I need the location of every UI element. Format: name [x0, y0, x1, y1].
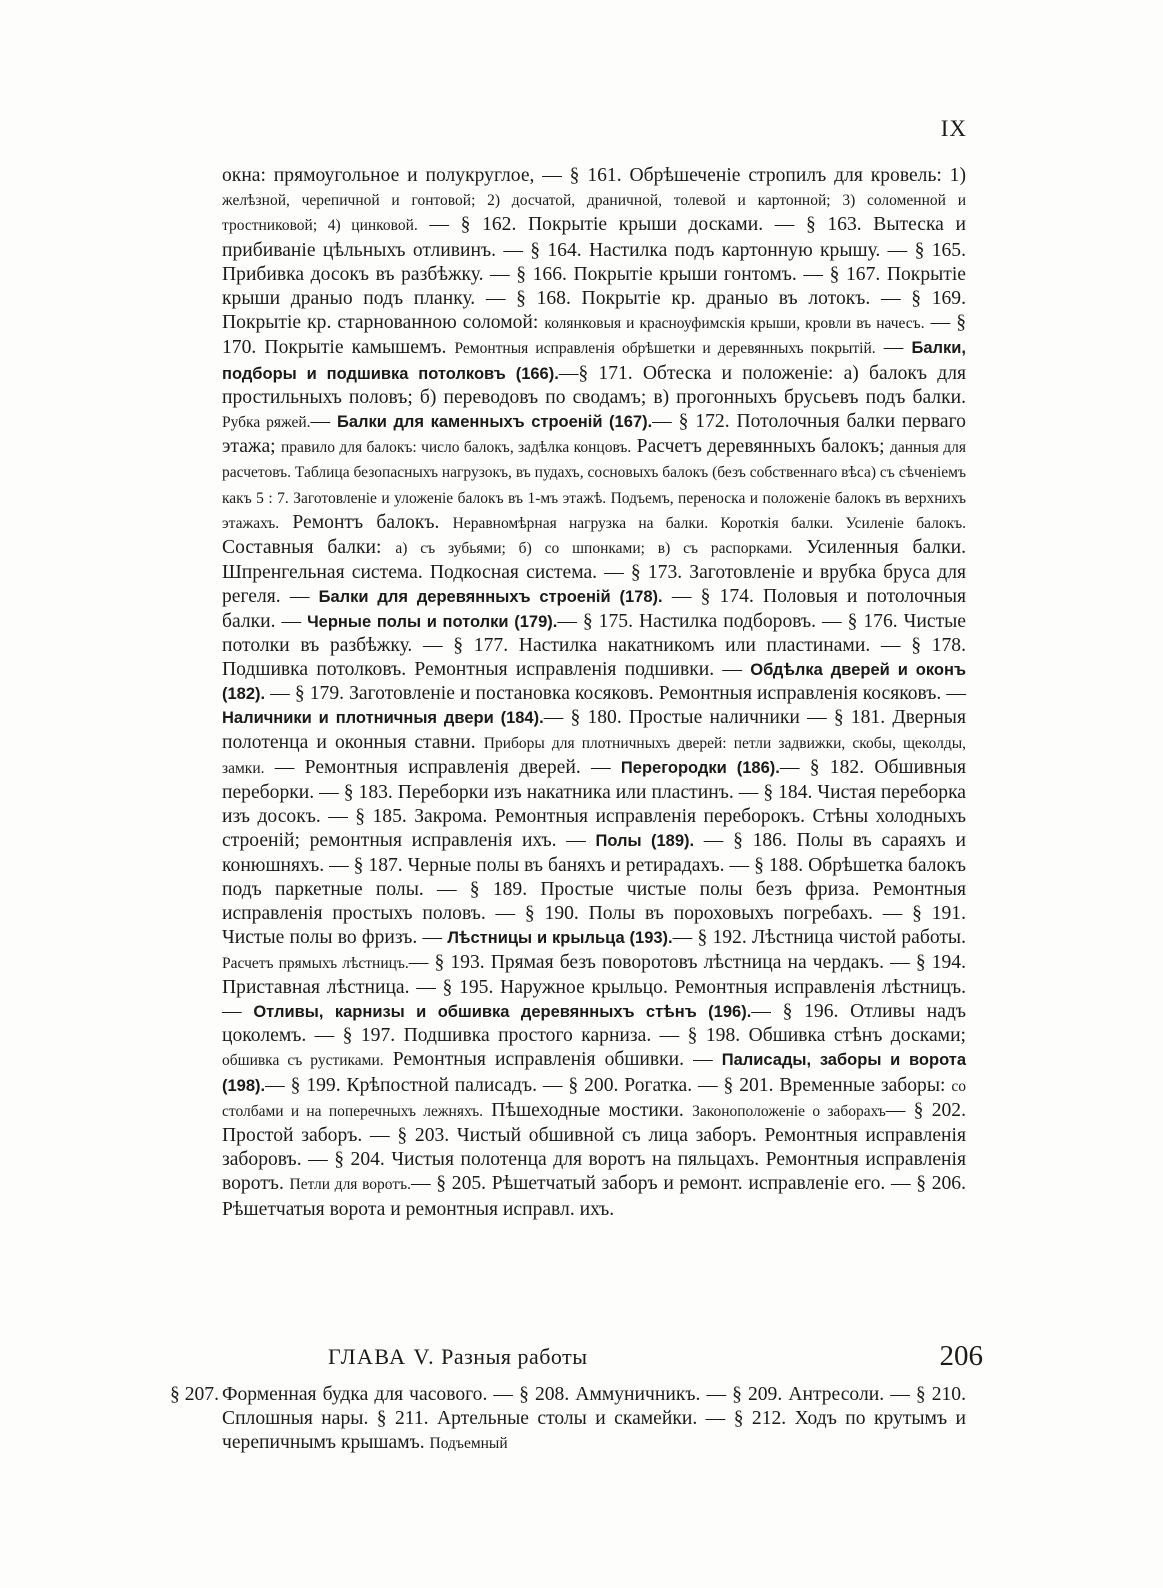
toc-section-heading: Наличники и плотничныя двери (184). — [222, 709, 544, 728]
toc-text-segment: окна: прямоугольное и полукруглое, — § 161. Обрѣшеченіе стропилъ для кровель: 1) — [222, 165, 966, 186]
toc-text-segment: Законоположеніе о заборахъ — [692, 1102, 886, 1120]
toc-section-heading: Палисады, заборы и ворота (198). — [222, 1051, 966, 1095]
chapter-label: ГЛАВА V. — [328, 1344, 436, 1369]
toc-text-segment: обшивка съ рустиками. — [222, 1052, 384, 1070]
toc-text-segment: а) съ зубьями; б) со шпонками; в) съ распорками. — [395, 540, 793, 558]
toc-text-segment: — — [310, 411, 337, 433]
toc-text-segment: данныя для расчетовъ. Таблица безопасныхъ нагрузокъ, въ пудахъ, сосновыхъ балокъ (безъ собственнаго вѣса) съ сѣченіемъ какъ 5 : 7. Заготовленіе и уложеніе балокъ въ 1-мъ этажѣ. Подъемъ, переноска и положеніе балокъ въ верхнихъ этажахъ. — [222, 439, 966, 532]
toc-text-segment: колянковыя и красноуфимскія крыши, кровли въ начесъ. — [544, 315, 925, 333]
toc-text-segment: — § 175. Настилка подборовъ. — § 176. Чистые потолки въ разбѣжку. — § 177. Настилка накатникомъ или пластинами. — § 178. Подшивка потолковъ. Ремонтныя исправленія подшивки. — — [222, 610, 966, 681]
toc-text-segment: правило для балокъ: число балокъ, задѣлка концовъ. — [280, 439, 632, 457]
chapter-contents-text — [170, 1383, 966, 1457]
toc-text-segment: — § 179. Заготовленіе и постановка косяковъ. Ремонтныя исправленія косяковъ. — — [265, 683, 966, 705]
toc-text-segment: Усиленныя балки. Шпренгельная система. Подкосная система. — § 173. Заготовленіе и врубка бруса для регеля. — — [222, 537, 966, 608]
toc-text-segment: Петли для воротъ. — [289, 1176, 412, 1194]
toc-text-segment: — — [875, 337, 912, 359]
chapter-first-section: § 207. — [170, 1384, 219, 1405]
toc-section-heading: Полы (189). — [595, 832, 695, 851]
toc-text-segment: — § 196. Отливы надъ цоколемъ. — § 197. Подшивка простого карниза. — § 198. Обшивка стѣнъ досками; — [222, 1000, 966, 1047]
toc-section-heading: Лѣстницы и крыльца (193). — [447, 929, 673, 948]
toc-text-segment: Ремонтныя исправленія обшивки. — — [383, 1049, 722, 1071]
toc-text-segment: — § 162. Покрытіе крыши досками. — § 163. Вытеска и прибиваніе цѣльныхъ отливинъ. — § 164. Настилка подъ картонную крышу. — § 165. Прибивка досокъ въ разбѣжку. — § 166. Покрытіе крыши гонтомъ. — § 167. Покрытіе крыши драныо подъ планку. — § 168. Покрытіе кр. драныо въ лотокъ. — § 169. Покрытіе кр. старнованною соломой: — [222, 214, 966, 334]
toc-text-segment: Приборы для плотничныхъ дверей: петли задвижки, скобы, щеколды, замки. — [222, 734, 966, 777]
toc-text-segment: —§ 171. Обтеска и положеніе: а) балокъ для простильныхъ половъ; б) переводовъ по сводамъ; в) прогонныхъ брусьевъ подъ балки. — [222, 362, 966, 408]
toc-text-segment: — Ремонтныя исправленія дверей. — — [264, 756, 621, 778]
toc-section-heading: Обдѣлка дверей и оконъ (182). — [222, 661, 966, 704]
toc-section-heading: Отливы, карнизы и обшивка деревянныхъ стѣнъ (196). — [253, 1002, 752, 1021]
toc-text-segment: — § 174. Половыя и потолочныя балки. — — [222, 586, 966, 632]
chapter-body-small: Подъемный — [429, 1435, 508, 1453]
toc-text-segment: Пѣшеходные мостики. — [483, 1099, 693, 1121]
toc-text-segment: — § 172. Потолочныя балки перваго этажа; — [222, 411, 966, 458]
toc-text-segment: Составныя балки: — [222, 537, 396, 559]
chapter-title: Разныя работы — [441, 1344, 588, 1369]
toc-text-segment: — § 205. Рѣшетчатый заборъ и ремонт. исправленіе его. — § 206. Рѣшетчатыя ворота и ремонтныя исправл. ихъ. — [222, 1173, 966, 1220]
toc-section-heading: Балки для каменныхъ строеній (167). — [336, 413, 653, 432]
toc-text-segment: Неравномѣрная нагрузка на балки. Короткія балки. Усиленіе балокъ. — [452, 514, 966, 532]
toc-text-segment: Ремонтныя исправленія обрѣшетки и деревянныхъ покрытій. — [454, 340, 876, 358]
toc-text-segment: — § 180. Простые наличники — § 181. Дверныя полотенца и оконныя ставни. — [222, 707, 966, 753]
table-of-contents-text — [222, 164, 966, 1222]
toc-text-segment: — § 192. Лѣстница чистой работы. — [672, 927, 966, 949]
toc-text-segment: — § 193. Прямая безъ поворотовъ лѣстница на чердакъ. — § 194. Приставная лѣстница. — § 195. Наружное крыльцо. Ремонтныя исправленія лѣстницъ. — — [222, 951, 966, 1022]
toc-text-segment: желѣзной, черепичной и гонтовой; 2) досчатой, драничной, толевой и картонной; 3) соломенной и тростниковой; 4) цинковой. — [222, 192, 966, 235]
toc-text-segment: — § 170. Покрытіе камышемъ. — [222, 312, 967, 359]
toc-text-segment: Расчетъ прямыхъ лѣстницъ. — [222, 954, 409, 972]
toc-text-segment: Рубка ряжей. — [222, 414, 311, 432]
toc-text-segment: Ремонтъ балокъ. — [279, 511, 453, 533]
chapter-heading — [328, 1344, 588, 1370]
chapter-page-number: 206 — [939, 1340, 983, 1372]
toc-section-heading: Перегородки (186). — [620, 758, 780, 777]
toc-text-segment: — § 182. Обшивныя переборки. — § 183. Переборки изъ накатника или пластинъ. — § 184. Чистая переборка изъ досокъ. — § 185. Закрома. Ремонтныя исправленія переборокъ. Стѣны холодныхъ строеній; ремонтныя исправленія ихъ. — — [222, 756, 966, 852]
page-number: IX — [940, 116, 967, 141]
toc-text-segment: — § 186. Полы въ сараяхъ и конюшняхъ. — § 187. Черные полы въ баняхъ и ретирадахъ. — § 188. Обрѣшетка балокъ подъ паркетные полы. — § 189. Простые чистые полы безъ фриза. Ремонтныя исправленія простыхъ половъ. — § 190. Полы въ пороховыхъ погребахъ. — § 191. Чистые полы во фризъ. — — [222, 830, 966, 949]
toc-text-segment: — § 199. Крѣпостной палисадъ. — § 200. Рогатка. — § 201. Временные заборы: — [265, 1074, 952, 1096]
chapter-body-main: Форменная будка для часового. — § 208. Аммуничникъ. — § 209. Антресоли. — § 210. Сплошныя нары. § 211. Артельные столы и скамейки. — § 212. Ходъ по крутымъ и черепичнымъ крышамъ. — [222, 1384, 966, 1454]
toc-text-segment: Расчетъ деревянныхъ балокъ; — [631, 436, 890, 458]
toc-text-segment: со столбами и на поперечныхъ лежняхъ. — [222, 1077, 966, 1120]
toc-section-heading: Черные полы и потолки (179). — [307, 612, 558, 631]
toc-text-segment: — § 202. Простой заборъ. — § 203. Чистый обшивной съ лица заборъ. Ремонтныя исправленія заборовъ. — § 204. Чистыя полотенца для воротъ на пяльцахъ. Ремонтныя исправленія воротъ. — [222, 1099, 966, 1195]
toc-section-heading: Балки для деревянныхъ строеній (178). — [318, 588, 663, 607]
toc-section-heading: Балки, подборы и подшивка потолковъ (166). — [222, 339, 967, 383]
